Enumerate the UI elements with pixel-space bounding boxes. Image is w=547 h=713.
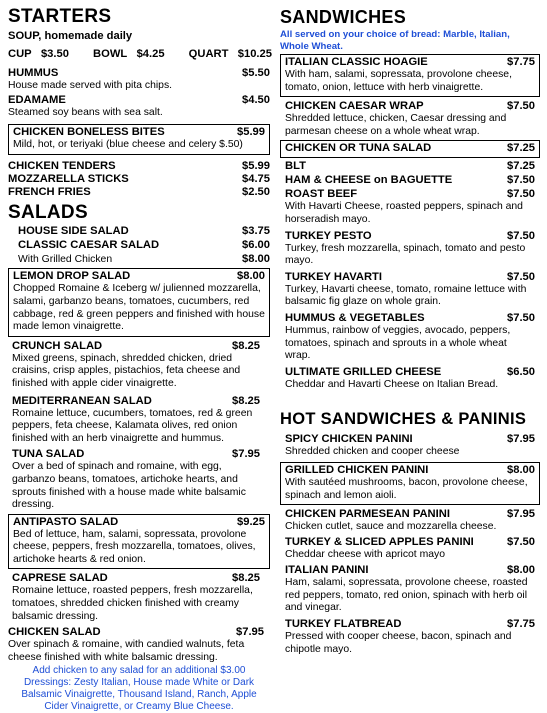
- menu-item-tenders: [8, 160, 270, 173]
- menu-item-caesar-wrap: [280, 100, 540, 138]
- soup-title: SOUP, homemade daily: [8, 30, 133, 42]
- item-name: TUNA SALAD: [12, 448, 85, 461]
- menu-item-lemon-drop: [8, 268, 270, 336]
- soup-quart: QUART $10.25: [188, 48, 272, 60]
- item-price: $7.95: [507, 508, 535, 521]
- item-name: TURKEY FLATBREAD: [285, 618, 402, 631]
- starters-title: STARTERS: [8, 6, 112, 27]
- item-price: $7.50: [507, 188, 535, 201]
- menu-item-tuna: [8, 448, 270, 511]
- menu-item-antipasto: [8, 514, 270, 570]
- menu-item-hummus-veg: [285, 312, 535, 363]
- menu-item-boneless-bites: [8, 124, 270, 155]
- menu-item-chicken-tuna: [280, 140, 540, 158]
- item-name: CHICKEN TENDERS: [8, 159, 116, 172]
- soup-bowl: BOWL $4.25: [93, 48, 165, 60]
- item-price: $7.25: [507, 142, 535, 155]
- item-desc: Shredded lettuce, chicken, Caesar dressing and parmesan cheese on a whole wheat wrap.: [285, 113, 507, 137]
- sandwiches-title: SANDWICHES: [280, 7, 407, 27]
- item-price: $7.75: [507, 56, 535, 68]
- item-name: EDAMAME: [8, 93, 66, 106]
- item-desc: Over a bed of spinach and romaine, with egg, garbanzo beans, tomatoes, artichoke hearts, and sprouts finished with a house made white balsamic dressing.: [12, 461, 246, 511]
- item-name: CLASSIC CAESAR SALAD: [18, 238, 160, 251]
- item-desc: Pressed with cooper cheese, bacon, spinach and chipotle mayo.: [285, 631, 512, 655]
- item-desc: Steamed soy beans with sea salt.: [8, 106, 163, 118]
- menu-item-caprese: [8, 572, 270, 623]
- item-price: $7.95: [232, 448, 260, 461]
- menu-item-roast-beef: [285, 188, 535, 226]
- soup-prices: [8, 47, 270, 61]
- menu-item-grilled-cheese: [285, 366, 535, 392]
- item-price: $5.99: [237, 126, 265, 139]
- item-name: CHICKEN PARMESEAN PANINI: [285, 508, 450, 521]
- item-price: $6.50: [507, 365, 535, 378]
- menu-item-crunch: [8, 340, 270, 391]
- item-name: TURKEY HAVARTI: [285, 270, 382, 283]
- item-name: TURKEY & SLICED APPLES PANINI: [285, 535, 474, 548]
- right-column: [280, 0, 540, 656]
- item-desc: Mild, hot, or teriyaki (blue cheese and celery $.50): [13, 139, 243, 151]
- item-name: HOUSE SIDE SALAD: [18, 224, 129, 237]
- hot-sandwiches-title: HOT SANDWICHES & PANINIS: [280, 410, 527, 429]
- item-price: $5.99: [242, 159, 270, 172]
- item-desc: Shredded chicken and cooper cheese: [285, 446, 460, 458]
- item-name: BLT: [285, 160, 306, 173]
- item-price: $8.00: [242, 252, 270, 265]
- item-desc: With ham, salami, sopressata, provolone cheese, tomato, onion, lettuce with herb vinaigrette.: [285, 69, 512, 93]
- item-name: CAPRESE SALAD: [12, 572, 108, 585]
- item-price: $7.50: [507, 174, 535, 187]
- item-desc: Cheddar cheese with apricot mayo: [285, 548, 445, 560]
- menu-item-grilled-panini: [280, 462, 540, 505]
- item-price: $8.25: [232, 394, 260, 407]
- item-price: $8.25: [232, 572, 260, 585]
- salads-title: SALADS: [8, 201, 88, 223]
- menu-item-apples-panini: [285, 536, 535, 562]
- item-price: $7.75: [507, 618, 535, 631]
- item-desc: Romaine lettuce, cucumbers, tomatoes, red & green peppers, feta cheese, Kalamata olives, red onion finished with an herb vinaigrette and hummus.: [12, 407, 253, 444]
- item-price: $4.50: [242, 93, 270, 106]
- side-salads-group: [8, 225, 270, 267]
- item-desc: Turkey, fresh mozzarella, spinach, tomato and pesto mayo.: [285, 242, 526, 267]
- item-price: $7.50: [507, 270, 535, 283]
- item-price: $7.50: [507, 535, 535, 548]
- item-desc: Bed of lettuce, ham, salami, sopressata, provolone cheese, peppers, fresh mozzarella, tomatoes, olives, artichoke hearts & red onion.: [13, 528, 256, 565]
- item-name: ITALIAN PANINI: [285, 564, 369, 577]
- item-desc: Cheddar and Havarti Cheese on Italian Bread.: [285, 378, 499, 390]
- item-name: MOZZARELLA STICKS: [8, 172, 129, 185]
- item-price: $6.00: [242, 238, 270, 251]
- menu-item-chicken-salad: [8, 626, 270, 664]
- menu-item-fries: [8, 186, 270, 199]
- item-name: ROAST BEEF: [285, 188, 358, 201]
- item-name: CHICKEN OR TUNA SALAD: [285, 142, 432, 155]
- item-price: $7.50: [507, 311, 535, 324]
- menu-item-flatbread: [285, 618, 535, 656]
- item-price: $8.00: [507, 463, 535, 476]
- menu-item-spicy-panini: [280, 433, 540, 459]
- item-price: $7.50: [507, 100, 535, 113]
- item-name: HUMMUS: [8, 67, 59, 79]
- item-desc: Chicken cutlet, sauce and mozzarella cheese.: [285, 521, 497, 533]
- item-price: $7.50: [507, 229, 535, 242]
- menu-item-mediterranean: [8, 395, 270, 446]
- menu-item-turkey-havarti: [285, 271, 535, 309]
- item-desc: Mixed greens, spinach, shredded chicken, dried craisins, crisp apples, pistachios, feta cheese and finished with apple cider vinaigrette.: [12, 352, 241, 389]
- item-name: CHICKEN CAESAR WRAP: [285, 100, 424, 113]
- item-name: MEDITERRANEAN SALAD: [12, 394, 152, 407]
- salad-footer-note: Add chicken to any salad for an additional $3.00 Dressings: Zesty Italian, House made White or Dark Balsamic Vinaigrette, Thousand Island, Ranch, Apple Cider Vinaigrette, or Creamy Blue Cheese.: [21, 665, 257, 713]
- item-name: CHICKEN BONELESS BITES: [13, 126, 165, 139]
- item-price: $4.75: [242, 172, 270, 185]
- item-price: $5.50: [242, 67, 270, 79]
- item-name: ULTIMATE GRILLED CHEESE: [285, 365, 442, 378]
- item-name: SPICY CHICKEN PANINI: [285, 433, 413, 446]
- item-price: $7.95: [507, 433, 535, 446]
- item-name: With Grilled Chicken: [18, 253, 113, 265]
- item-desc: Hummus, rainbow of veggies, avocado, peppers, tomatoes, spinach and sprouts in a whole wheat wrap.: [285, 324, 511, 362]
- item-desc: House made served with pita chips.: [8, 80, 173, 91]
- item-name: LEMON DROP SALAD: [13, 270, 131, 283]
- item-price: $8.25: [232, 339, 260, 352]
- item-desc: Over spinach & romaine, with candied walnuts, feta cheese finished with white balsamic dressing.: [8, 639, 245, 663]
- bread-note: All served on your choice of bread: Marble, Italian, Whole Wheat.: [280, 29, 510, 52]
- left-column: [8, 0, 270, 713]
- sandwich-list: [280, 160, 540, 391]
- item-price: $8.00: [507, 564, 535, 577]
- item-price: $3.75: [242, 224, 270, 237]
- menu-item-hummus: [8, 67, 270, 93]
- item-name: TURKEY PESTO: [285, 229, 372, 242]
- item-desc: Chopped Romaine & Iceberg w/ julienned mozzarella, salami, garbanzo beans, tomatoes, cucumbers, red cabbage, red & green peppers and finished with house made lemon vinaigrette.: [13, 283, 265, 333]
- item-name: HAM & CHEESE on BAGUETTE: [285, 174, 453, 187]
- item-price: $8.00: [237, 270, 265, 283]
- panini-list: [280, 508, 540, 656]
- item-price: $2.50: [242, 185, 270, 198]
- item-name: ITALIAN CLASSIC HOAGIE: [285, 56, 428, 68]
- menu-item-edamame: [8, 94, 270, 120]
- item-price: $9.25: [237, 515, 265, 528]
- menu-item-hoagie: [280, 54, 540, 97]
- item-desc: With sautéed mushrooms, bacon, provolone cheese, spinach and lemon aioli.: [285, 476, 528, 501]
- item-name: CHICKEN SALAD: [8, 626, 101, 639]
- item-desc: Ham, salami, sopressata, provolone cheese, roasted red peppers, tomato, red onion, spinach with herb oil and vinegar.: [285, 577, 528, 614]
- item-name: FRENCH FRIES: [8, 185, 91, 198]
- menu-item-parm-panini: [285, 508, 535, 534]
- item-name: ANTIPASTO SALAD: [13, 515, 119, 528]
- soup-cup: CUP $3.50: [8, 48, 69, 60]
- menu-item-mozzarella: [8, 173, 270, 186]
- item-desc: Turkey, Havarti cheese, tomato, romaine lettuce with balsamic fig glaze on whole grain.: [285, 283, 527, 308]
- item-desc: Romaine lettuce, roasted peppers, fresh mozzarella, tomatoes, shredded chicken finished with creamy balsamic dressing.: [12, 585, 253, 622]
- menu-item-turkey-pesto: [285, 230, 535, 268]
- item-price: $7.95: [236, 626, 264, 639]
- menu-item-italian-panini: [285, 564, 535, 615]
- item-desc: With Havarti Cheese, roasted peppers, spinach and horseradish mayo.: [285, 201, 523, 225]
- item-name: GRILLED CHICKEN PANINI: [285, 463, 429, 476]
- item-price: $7.25: [507, 160, 535, 173]
- item-name: CRUNCH SALAD: [12, 339, 103, 352]
- item-name: HUMMUS & VEGETABLES: [285, 311, 425, 324]
